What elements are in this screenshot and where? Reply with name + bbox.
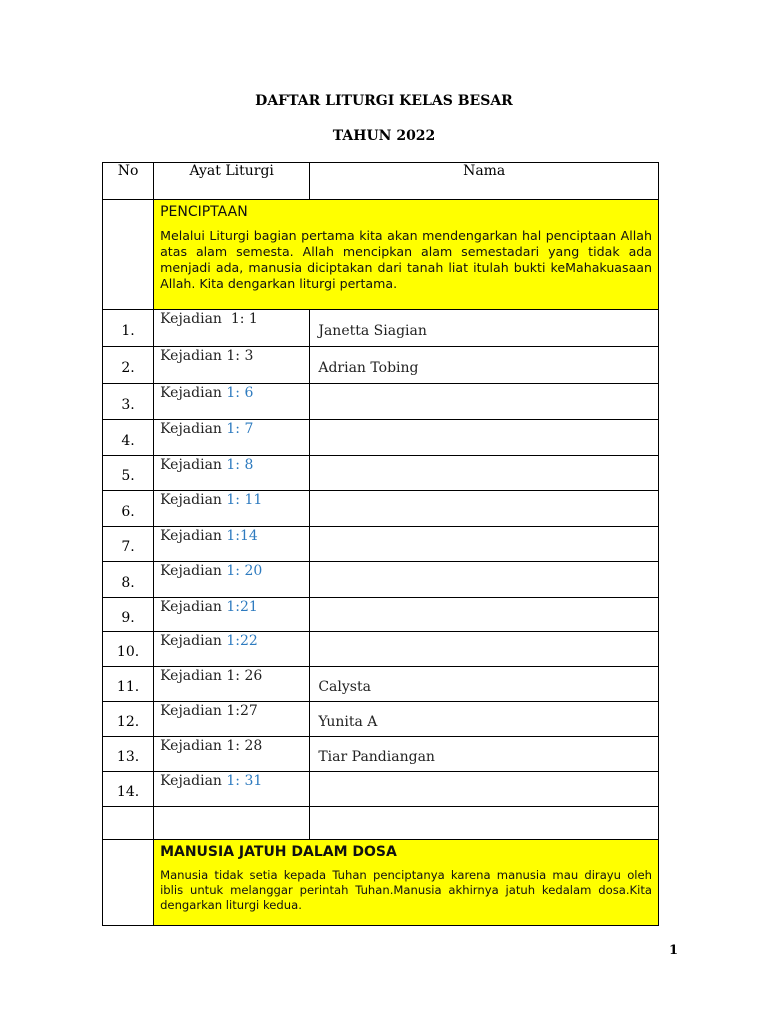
nama-cell bbox=[310, 420, 659, 456]
nama-cell: Janetta Siagian bbox=[310, 310, 659, 347]
verse-reference: 1: 26 bbox=[221, 668, 263, 684]
ayat-liturgi-cell bbox=[154, 420, 310, 456]
verse-reference: 1: 20 bbox=[226, 563, 263, 579]
book-name: Kejadian bbox=[160, 528, 227, 544]
table-row bbox=[103, 384, 659, 420]
table-row bbox=[103, 456, 659, 491]
section-row-manusia-jatuh bbox=[103, 840, 659, 926]
section-highlight-cell bbox=[154, 200, 659, 310]
document-subtitle: TAHUN 2022 bbox=[332, 128, 436, 144]
nama-cell: Tiar Pandiangan bbox=[310, 737, 659, 772]
verse-reference: 1: 31 bbox=[226, 773, 263, 789]
ayat-liturgi-cell bbox=[154, 347, 310, 384]
row-number: 1. bbox=[103, 310, 154, 347]
page-number: 1 bbox=[669, 943, 679, 958]
header-ayat-liturgi: Ayat Liturgi bbox=[154, 163, 310, 200]
row-number: 3. bbox=[103, 384, 154, 420]
book-name: Kejadian bbox=[160, 633, 227, 649]
nama-cell bbox=[310, 772, 659, 807]
row-number: 10. bbox=[103, 632, 154, 667]
ayat-liturgi-cell bbox=[154, 456, 310, 491]
verse-reference: 1: 7 bbox=[226, 421, 254, 437]
ayat-liturgi-cell bbox=[154, 772, 310, 807]
verse-reference: 1: 1 bbox=[226, 311, 258, 327]
nama-cell bbox=[310, 384, 659, 420]
nama-cell bbox=[310, 598, 659, 632]
section-text-penciptaan: Melalui Liturgi bagian pertama kita akan mendengarkan hal penciptaan Allah atas alam semesta. Allah mencipkan alam semestadari yang tidak ada menjadi ada, manusia diciptakan dari tanah liat itulah bukti keMahakuasaan Allah. Kita dengarkan liturgi pertama. bbox=[160, 228, 652, 291]
book-name: Kejadian bbox=[160, 311, 227, 327]
nama-cell bbox=[310, 527, 659, 562]
verse-reference: 1: 8 bbox=[226, 457, 254, 473]
nama-cell bbox=[310, 456, 659, 491]
book-name: Kejadian bbox=[160, 773, 227, 789]
row-number: 2. bbox=[103, 347, 154, 384]
row-number: 11. bbox=[103, 667, 154, 702]
ayat-liturgi-cell bbox=[154, 527, 310, 562]
table-row bbox=[103, 598, 659, 632]
book-name: Kejadian bbox=[160, 703, 222, 719]
verse-reference: 1: 6 bbox=[226, 385, 254, 401]
section-title-penciptaan: PENCIPTAAN bbox=[160, 204, 248, 220]
nama-cell bbox=[310, 632, 659, 667]
liturgy-table bbox=[102, 162, 659, 926]
table-row bbox=[103, 667, 659, 702]
book-name: Kejadian bbox=[160, 348, 222, 364]
book-name: Kejadian bbox=[160, 492, 227, 508]
row-number: 12. bbox=[103, 702, 154, 737]
table-row bbox=[103, 772, 659, 807]
table-row bbox=[103, 527, 659, 562]
row-number: 9. bbox=[103, 598, 154, 632]
book-name: Kejadian bbox=[160, 385, 227, 401]
nama-cell: Yunita A bbox=[310, 702, 659, 737]
nama-cell bbox=[310, 807, 659, 840]
table-row bbox=[103, 310, 659, 347]
ayat-liturgi-cell bbox=[154, 562, 310, 598]
table-row bbox=[103, 562, 659, 598]
verse-reference: 1: 3 bbox=[221, 348, 254, 364]
header-no: No bbox=[103, 163, 154, 200]
section-row-penciptaan bbox=[103, 200, 659, 310]
verse-reference: 1: 28 bbox=[221, 738, 263, 754]
row-number: 14. bbox=[103, 772, 154, 807]
row-number: 7. bbox=[103, 527, 154, 562]
book-name: Kejadian bbox=[160, 421, 227, 437]
ayat-liturgi-cell bbox=[154, 598, 310, 632]
ayat-liturgi-cell bbox=[154, 384, 310, 420]
verse-reference: 1:22 bbox=[226, 633, 258, 649]
nama-cell bbox=[310, 562, 659, 598]
ayat-liturgi-cell bbox=[154, 702, 310, 737]
verse-reference: 1: 11 bbox=[226, 492, 263, 508]
table-row bbox=[103, 702, 659, 737]
row-number: 6. bbox=[103, 491, 154, 527]
verse-reference: 1:14 bbox=[226, 528, 258, 544]
ayat-liturgi-cell bbox=[154, 310, 310, 347]
table-header-row bbox=[103, 163, 659, 200]
row-number bbox=[103, 807, 154, 840]
ayat-liturgi-cell bbox=[154, 807, 310, 840]
book-name: Kejadian bbox=[160, 457, 227, 473]
nama-cell: Adrian Tobing bbox=[310, 347, 659, 384]
row-number: 5. bbox=[103, 456, 154, 491]
ayat-liturgi-cell bbox=[154, 737, 310, 772]
table-row bbox=[103, 420, 659, 456]
nama-cell bbox=[310, 491, 659, 527]
verse-reference: 1:27 bbox=[221, 703, 258, 719]
row-number: 8. bbox=[103, 562, 154, 598]
section-highlight-cell bbox=[154, 840, 659, 926]
ayat-liturgi-cell bbox=[154, 667, 310, 702]
table-row bbox=[103, 632, 659, 667]
verse-reference: 1:21 bbox=[226, 599, 258, 615]
table-row bbox=[103, 491, 659, 527]
ayat-liturgi-cell bbox=[154, 632, 310, 667]
header-nama: Nama bbox=[310, 163, 659, 200]
section-no-cell bbox=[103, 200, 154, 310]
section-title-manusia-jatuh: MANUSIA JATUH DALAM DOSA bbox=[160, 844, 397, 860]
book-name: Kejadian bbox=[160, 738, 222, 754]
book-name: Kejadian bbox=[160, 599, 227, 615]
table-row bbox=[103, 807, 659, 840]
book-name: Kejadian bbox=[160, 563, 227, 579]
book-name: Kejadian bbox=[160, 668, 222, 684]
row-number: 4. bbox=[103, 420, 154, 456]
nama-cell: Calysta bbox=[310, 667, 659, 702]
section-text-manusia-jatuh: Manusia tidak setia kepada Tuhan penciptanya karena manusia mau dirayu oleh iblis untuk melanggar perintah Tuhan.Manusia akhirnya jatuh kedalam dosa.Kita dengarkan liturgi kedua. bbox=[160, 868, 652, 912]
table-row bbox=[103, 347, 659, 384]
ayat-liturgi-cell bbox=[154, 491, 310, 527]
row-number: 13. bbox=[103, 737, 154, 772]
table-row bbox=[103, 737, 659, 772]
section-no-cell bbox=[103, 840, 154, 926]
document-title: DAFTAR LITURGI KELAS BESAR bbox=[255, 93, 513, 109]
